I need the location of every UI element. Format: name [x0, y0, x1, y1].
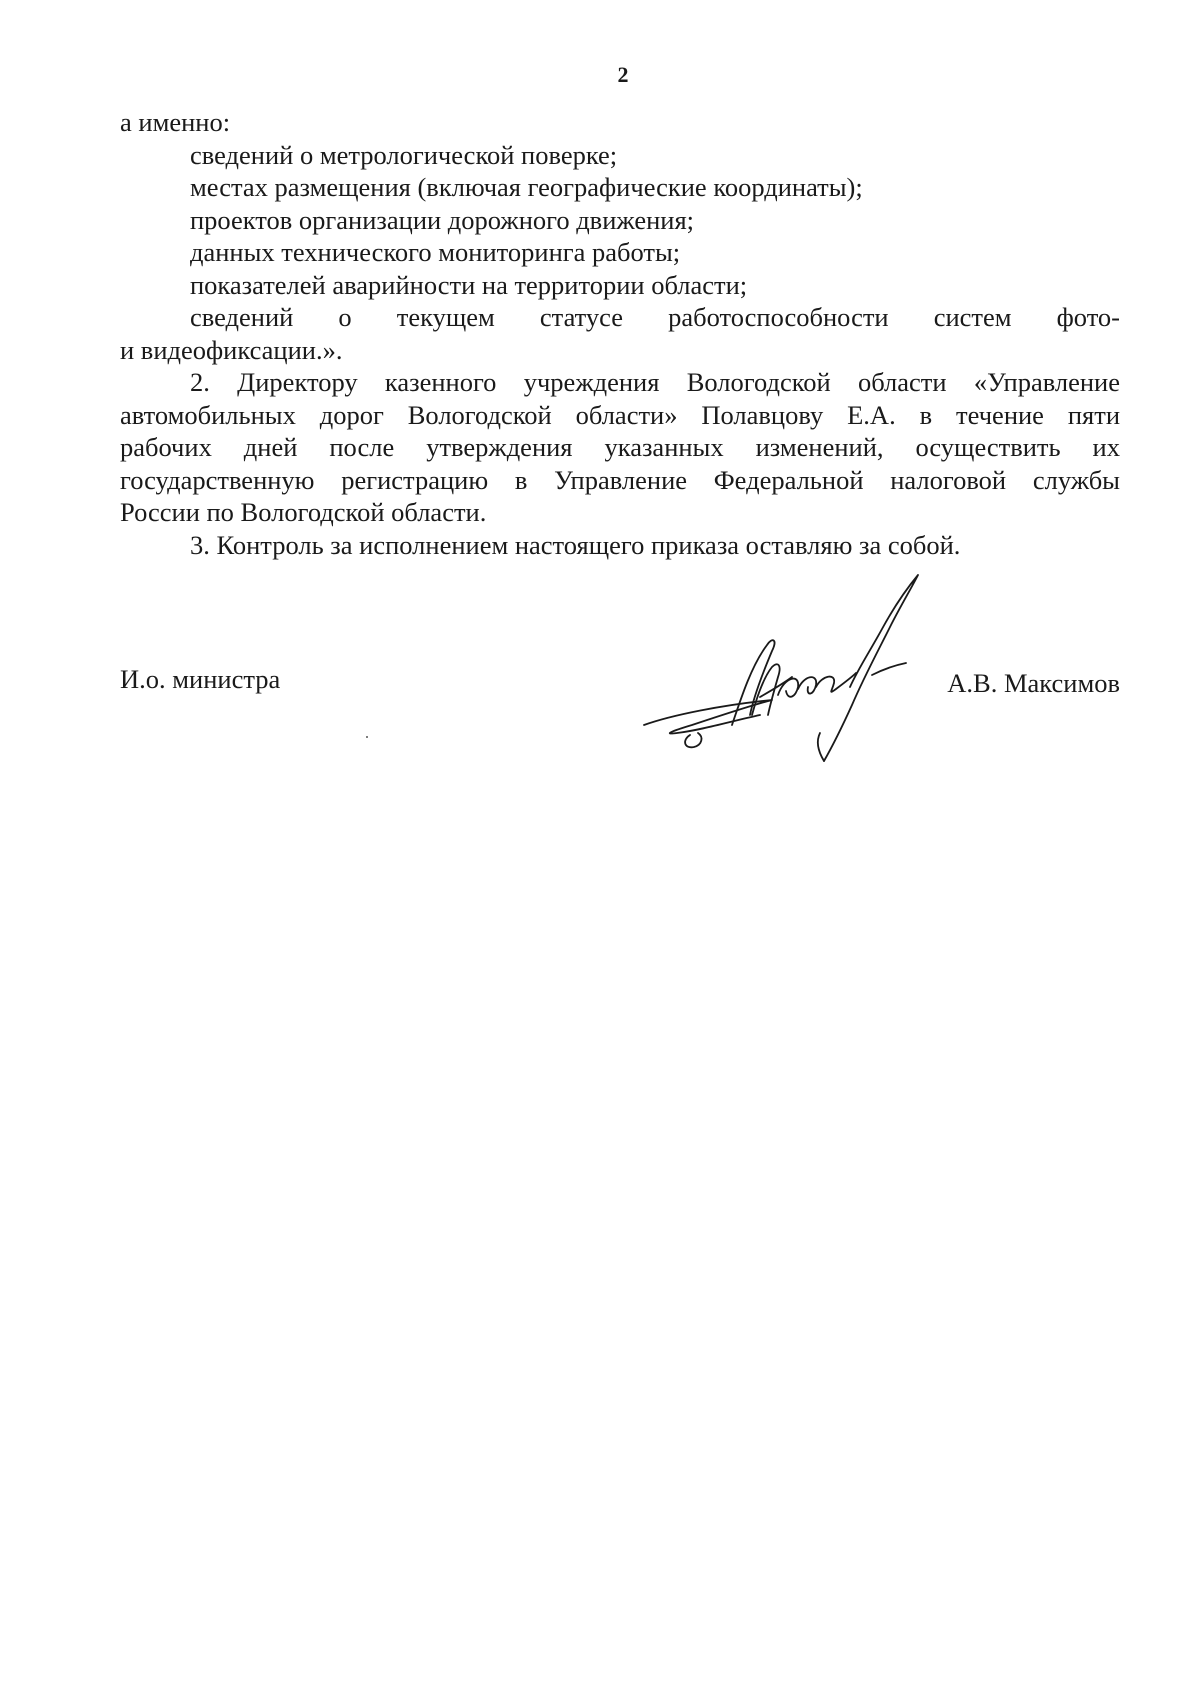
signature-block	[120, 660, 1120, 780]
page-number: 2	[617, 62, 629, 87]
intro-line: а именно:	[120, 107, 231, 137]
paragraph-2-line: автомобильных дорог Вологодской области» Полавцову Е.А. в течение пяти	[120, 399, 1120, 430]
signatory-position: И.о. министра	[120, 664, 281, 694]
list-item-last-line1: сведений о текущем статусе работоспособности систем фото-	[190, 302, 1120, 332]
list-item: местах размещения (включая географические координаты);	[190, 172, 863, 202]
paragraph-2	[120, 366, 1120, 529]
list-item: проектов организации дорожного движения;	[190, 204, 695, 235]
paragraph-2-line: России по Вологодской области.	[120, 497, 487, 527]
list-item: данных технического мониторинга работы;	[190, 237, 681, 267]
paragraph-3: 3. Контроль за исполнением настоящего приказа оставляю за собой.	[190, 529, 961, 560]
document-body	[120, 106, 1120, 561]
signatory-name: А.В. Максимов	[947, 668, 1120, 698]
paragraph-2-line: государственную регистрацию в Управление Федеральной налоговой службы	[120, 464, 1120, 495]
list-item: сведений о метрологической поверке;	[190, 139, 618, 170]
list-item: показателей аварийности на территории области;	[190, 269, 748, 300]
list-item-last-line2: и видеофиксации.».	[120, 334, 343, 365]
paragraph-2-line: 2. Директору казенного учреждения Вологодской области «Управление	[190, 367, 1120, 397]
scan-speck	[366, 736, 368, 738]
handwritten-signature	[632, 565, 922, 775]
paragraph-2-line: рабочих дней после утверждения указанных изменений, осуществить их	[120, 432, 1120, 462]
